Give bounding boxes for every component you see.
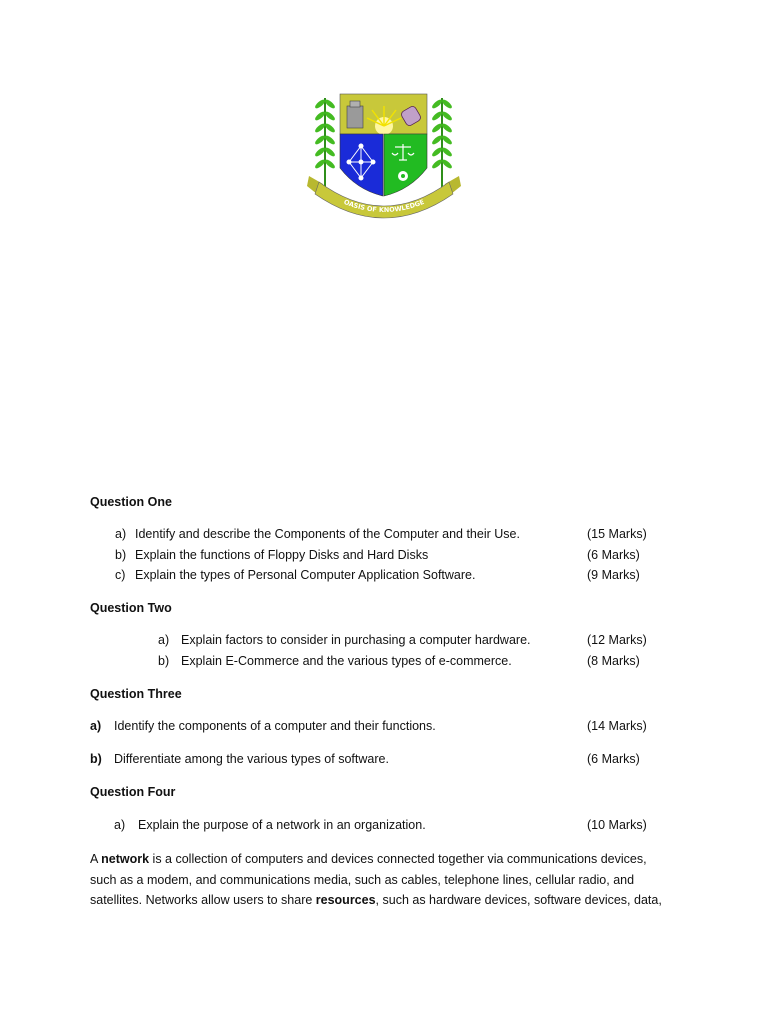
q1-a-marker: a) <box>115 527 127 541</box>
q2-a-marker: a) <box>158 633 170 647</box>
q1-b-text: Explain the functions of Floppy Disks and Hard Disks <box>135 548 429 562</box>
paragraph-text-2: is a collection of computers and devices connected together via communications devices, such as a modem, and communications media, such as cables, telephone lines, cellular radio, and satellites. Networks allow users to share <box>90 852 647 907</box>
q2-a-marks: (12 Marks) <box>587 633 647 647</box>
network-paragraph <box>90 849 670 911</box>
question-one-heading: Question One <box>90 495 172 509</box>
q3-a-text: Identify the components of a computer and their functions. <box>114 719 436 733</box>
q1-a-marks: (15 Marks) <box>587 527 647 541</box>
left-laurel-icon <box>314 98 336 188</box>
q2-a-text: Explain factors to consider in purchasing a computer hardware. <box>181 633 531 647</box>
motto-text: OASIS OF KNOWLEDGE <box>342 197 426 215</box>
question-two-heading: Question Two <box>90 601 172 615</box>
q1-b-marker: b) <box>115 548 127 562</box>
shield-chief <box>340 94 427 135</box>
q1-a-text: Identify and describe the Components of the Computer and their Use. <box>135 527 520 541</box>
question-three-heading: Question Three <box>90 687 182 701</box>
q2-b-marker: b) <box>158 654 170 668</box>
paragraph-text-3: , such as hardware devices, software devices, data, <box>375 893 662 907</box>
q3-a-marks: (14 Marks) <box>587 719 647 733</box>
q4-a-text: Explain the purpose of a network in an organization. <box>138 818 426 832</box>
paragraph-text-1: A <box>90 852 102 866</box>
paragraph-term-network: network <box>101 852 150 866</box>
paragraph-term-resources: resources <box>315 893 376 907</box>
q4-a-marks: (10 Marks) <box>587 818 647 832</box>
q3-b-text: Differentiate among the various types of software. <box>114 752 389 766</box>
q3-a-marker: a) <box>90 719 102 733</box>
shield-green-field <box>384 134 427 196</box>
q2-b-text: Explain E-Commerce and the various types of e-commerce. <box>181 654 512 668</box>
q3-b-marks: (6 Marks) <box>587 752 640 766</box>
q1-c-marker: c) <box>115 568 126 582</box>
gear-icon <box>398 171 408 181</box>
q2-b-marks: (8 Marks) <box>587 654 640 668</box>
university-crest-logo <box>305 90 463 220</box>
right-laurel-icon <box>431 98 453 188</box>
q4-a-marker: a) <box>114 818 126 832</box>
q1-c-text: Explain the types of Personal Computer Application Software. <box>135 568 476 582</box>
q1-b-marks: (6 Marks) <box>587 548 640 562</box>
q3-b-marker: b) <box>90 752 102 766</box>
question-four-heading: Question Four <box>90 785 176 799</box>
q1-c-marks: (9 Marks) <box>587 568 640 582</box>
